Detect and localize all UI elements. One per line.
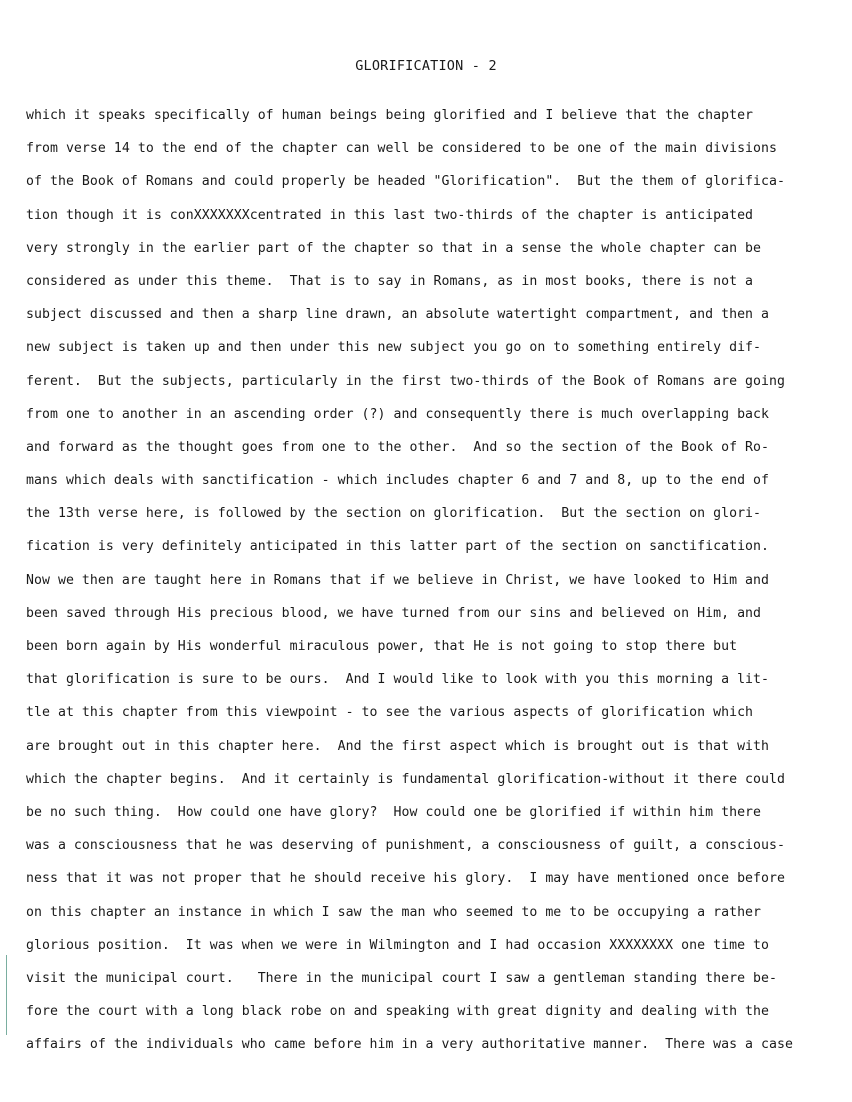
text-line: affairs of the individuals who came before him in a very authoritative manner. There was a case xyxy=(26,1037,793,1053)
margin-mark xyxy=(6,955,7,1035)
text-line: new subject is taken up and then under this new subject you go on to something entirely dif- xyxy=(26,340,762,356)
text-line: the 13th verse here, is followed by the section on glorification. But the section on glori- xyxy=(26,506,762,522)
text-line: which it speaks specifically of human beings being glorified and I believe that the chapter xyxy=(26,108,754,123)
text-line: glorious position. It was when we were in Wilmington and I had occasion XXXXXXXX one time to xyxy=(26,937,770,953)
page-title: GLORIFICATION - 2 xyxy=(355,58,497,74)
text-line: visit the municipal court. There in the municipal court I saw a gentleman standing there be- xyxy=(26,970,778,986)
text-line: been born again by His wonderful miraculous power, that He is not going to stop there but xyxy=(26,639,738,654)
text-line: mans which deals with sanctification - which includes chapter 6 and 7 and 8, up to the end of xyxy=(26,473,770,489)
text-line: be no such thing. How could one have glory? How could one be glorified if within him there xyxy=(26,804,762,820)
text-line: and forward as the thought goes from one to the other. And so the section of the Book of Ro- xyxy=(26,439,770,455)
text-line: fore the court with a long black robe on and speaking with great dignity and dealing with the xyxy=(26,1004,770,1020)
text-line: that glorification is sure to be ours. And I would like to look with you this morning a lit- xyxy=(26,672,770,688)
text-line: considered as under this theme. That is to say in Romans, as in most books, there is not a xyxy=(26,273,754,289)
text-line: tion though it is conXXXXXXXcentrated in this last two-thirds of the chapter is anticipated xyxy=(26,207,754,223)
text-line: fication is very definitely anticipated in this latter part of the section on sanctification. xyxy=(26,539,770,555)
text-line: from one to another in an ascending order (?) and consequently there is much overlapping back xyxy=(26,406,770,422)
page-body xyxy=(26,107,852,1069)
text-line: was a consciousness that he was deserving of punishment, a consciousness of guilt, a conscious- xyxy=(26,838,786,854)
text-line: on this chapter an instance in which I saw the man who seemed to me to be occupying a rather xyxy=(26,904,762,920)
text-line: ferent. But the subjects, particularly in the first two-thirds of the Book of Romans are going xyxy=(26,373,786,389)
text-line: subject discussed and then a sharp line drawn, an absolute watertight compartment, and then a xyxy=(26,307,770,323)
text-line: which the chapter begins. And it certainly is fundamental glorification-without it there could xyxy=(26,771,786,787)
text-line: ness that it was not proper that he should receive his glory. I may have mentioned once before xyxy=(26,871,786,887)
text-line: of the Book of Romans and could properly be headed "Glorification". But the them of glorifica- xyxy=(26,174,786,190)
text-line: very strongly in the earlier part of the chapter so that in a sense the whole chapter can be xyxy=(26,240,762,256)
text-line: Now we then are taught here in Romans that if we believe in Christ, we have looked to Him and xyxy=(26,572,770,588)
text-line: been saved through His precious blood, we have turned from our sins and believed on Him, and xyxy=(26,605,762,621)
text-line: are brought out in this chapter here. And the first aspect which is brought out is that with xyxy=(26,738,770,754)
text-line: tle at this chapter from this viewpoint - to see the various aspects of glorification which xyxy=(26,705,754,721)
text-line: from verse 14 to the end of the chapter can well be considered to be one of the main divisions xyxy=(26,141,778,157)
